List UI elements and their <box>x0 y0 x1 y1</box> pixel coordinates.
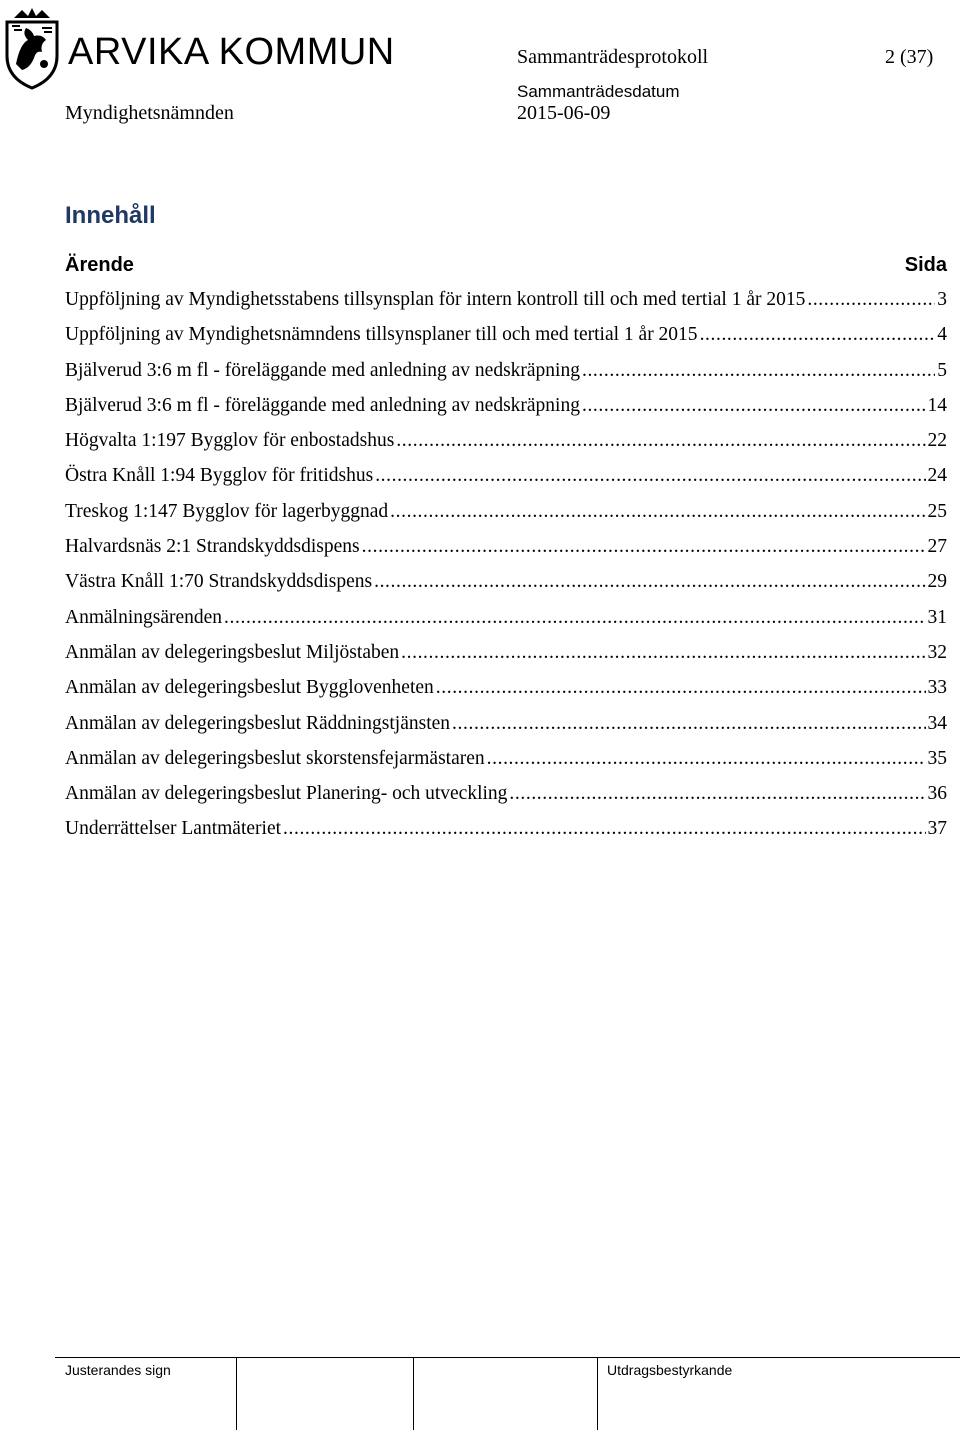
toc-entry-page: 4 <box>937 324 947 346</box>
toc-entry[interactable] <box>65 322 947 357</box>
toc-entry-title: Bjälverud 3:6 m fl - föreläggande med anledning av nedskräpning <box>65 394 580 416</box>
toc-leader-dots <box>700 322 936 348</box>
toc-leader-dots <box>401 640 925 666</box>
toc-entry-page: 31 <box>927 606 947 628</box>
toc-entry-title: Bjälverud 3:6 m fl - föreläggande med anledning av nedskräpning <box>65 359 580 381</box>
toc-entry-title: Anmälan av delegeringsbeslut Räddningstjänsten <box>65 712 451 734</box>
toc-entry[interactable] <box>65 569 947 604</box>
toc-entry-title: Uppföljning av Myndighetsstabens tillsynsplan för intern kontroll till och med tertial 1 år 2015 <box>65 289 806 310</box>
toc-entry[interactable] <box>65 287 947 322</box>
toc-leader-dots <box>452 711 925 737</box>
toc-leader-dots <box>396 428 925 454</box>
toc-entry-page: 32 <box>927 641 947 663</box>
toc-entry-page: 34 <box>927 712 947 734</box>
toc-entry-page: 33 <box>927 677 947 699</box>
toc-leader-dots <box>224 605 925 631</box>
toc-entry-title: Anmälan av delegeringsbeslut Planering- och utveckling <box>65 783 508 805</box>
toc-leader-dots <box>374 569 925 595</box>
toc-entry-title: Halvardsnäs 2:1 Strandskyddsdispens <box>65 536 360 558</box>
page-indicator: 2 (37) <box>885 46 934 68</box>
contents-heading: Innehåll <box>65 202 156 229</box>
toc-entry-title: Högvalta 1:197 Bygglov för enbostadshus <box>65 430 395 452</box>
certification-label: Utdragsbestyrkande <box>607 1362 733 1378</box>
toc-entry[interactable] <box>65 605 947 640</box>
toc-entry[interactable] <box>65 675 947 710</box>
toc-entry-title: Underrättelser Lantmäteriet <box>65 818 282 840</box>
toc-leader-dots <box>362 534 926 560</box>
document-type: Sammanträdesprotokoll <box>517 46 709 68</box>
toc-entry[interactable] <box>65 463 947 498</box>
column-header-page: Sida <box>904 254 947 276</box>
toc-leader-dots <box>375 463 925 489</box>
toc-entry[interactable] <box>65 640 947 675</box>
toc-entry-page: 5 <box>937 359 947 381</box>
toc-entry-page: 36 <box>927 783 947 805</box>
toc-entry-title: Anmälan av delegeringsbeslut Bygglovenheten <box>65 677 434 699</box>
toc-entry-page: 29 <box>927 571 947 593</box>
meeting-date: 2015-06-09 <box>517 102 611 124</box>
toc-entry[interactable] <box>65 746 947 781</box>
footer-divider <box>597 1357 598 1430</box>
toc-leader-dots <box>509 781 925 807</box>
toc-leader-dots <box>487 746 926 772</box>
toc-entry-title: Uppföljning av Myndighetsnämndens tillsynsplaner till och med tertial 1 år 2015 <box>65 324 698 346</box>
toc-entry[interactable] <box>65 711 947 746</box>
toc-entry[interactable] <box>65 781 947 816</box>
arvika-coat-of-arms-icon <box>2 4 62 90</box>
toc-entry-page: 3 <box>937 289 947 310</box>
signature-label: Justerandes sign <box>65 1362 171 1378</box>
toc-leader-dots <box>582 358 935 384</box>
toc-leader-dots <box>283 816 925 842</box>
toc-entry-page: 37 <box>927 818 947 840</box>
toc-entry-page: 24 <box>927 465 947 487</box>
committee-name: Myndighetsnämnden <box>65 102 234 124</box>
meeting-date-label: Sammanträdesdatum <box>517 82 680 101</box>
toc-entry-title: Treskog 1:147 Bygglov för lagerbyggnad <box>65 500 389 522</box>
toc-entry-page: 27 <box>927 536 947 558</box>
toc-entry[interactable] <box>65 428 947 463</box>
toc-entry-page: 35 <box>927 747 947 769</box>
toc-entry-title: Västra Knåll 1:70 Strandskyddsdispens <box>65 571 373 593</box>
toc-entry-title: Anmälningsärenden <box>65 606 223 628</box>
toc-entry[interactable] <box>65 816 947 851</box>
footer-divider <box>236 1357 237 1430</box>
logo-text: ARVIKA KOMMUN <box>68 31 395 73</box>
toc-leader-dots <box>807 287 935 313</box>
table-of-contents <box>65 287 947 852</box>
toc-entry-page: 14 <box>927 394 947 416</box>
toc-entry-page: 25 <box>927 500 947 522</box>
toc-entry-title: Anmälan av delegeringsbeslut Miljöstaben <box>65 641 400 663</box>
toc-entry-title: Östra Knåll 1:94 Bygglov för fritidshus <box>65 465 374 487</box>
toc-entry[interactable] <box>65 499 947 534</box>
toc-leader-dots <box>582 393 926 419</box>
footer-rule <box>55 1357 960 1358</box>
footer-divider <box>413 1357 414 1430</box>
column-header-item: Ärende <box>65 254 134 276</box>
toc-entry-title: Anmälan av delegeringsbeslut skorstensfejarmästaren <box>65 747 485 769</box>
toc-entry-page: 22 <box>927 430 947 452</box>
toc-entry[interactable] <box>65 358 947 393</box>
toc-entry[interactable] <box>65 534 947 569</box>
toc-leader-dots <box>390 499 925 525</box>
toc-leader-dots <box>436 675 926 701</box>
toc-entry[interactable] <box>65 393 947 428</box>
